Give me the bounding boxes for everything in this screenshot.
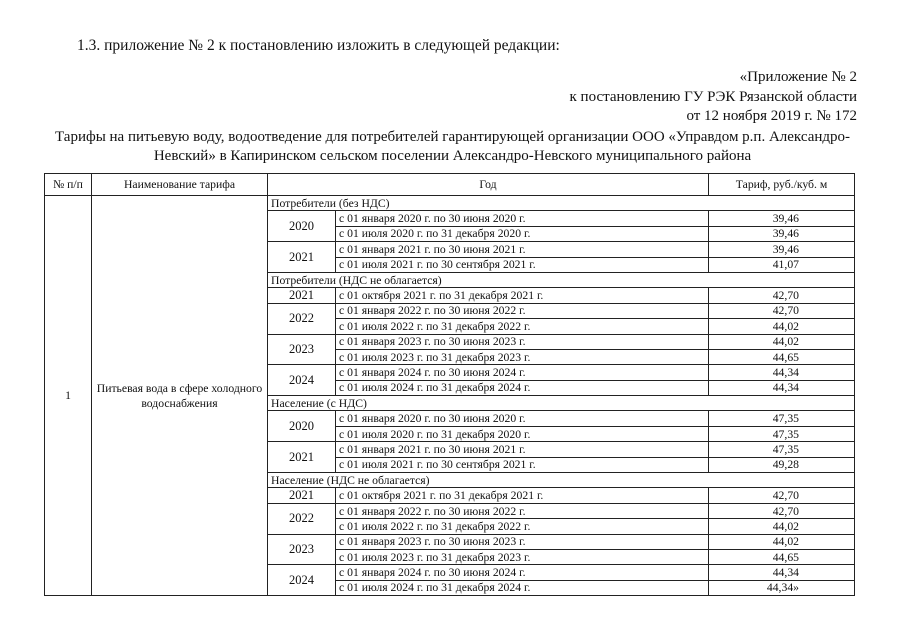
year-cell: 2021 [268, 488, 336, 503]
period-cell: с 01 января 2023 г. по 30 июня 2023 г. [336, 534, 709, 549]
group-title: Население (с НДС) [268, 396, 855, 411]
appendix-line-1: «Приложение № 2 [739, 69, 857, 85]
period-cell: с 01 января 2023 г. по 30 июня 2023 г. [336, 334, 709, 349]
tariff-value-cell: 39,46 [709, 211, 855, 226]
tariff-value-cell: 44,02 [709, 334, 855, 349]
tariff-value-cell: 44,65 [709, 349, 855, 364]
period-cell: с 01 января 2021 г. по 30 июня 2021 г. [336, 442, 709, 457]
year-cell: 2020 [268, 411, 336, 442]
year-cell: 2022 [268, 503, 336, 534]
tariff-value-cell: 44,34 [709, 565, 855, 580]
period-cell: с 01 января 2020 г. по 30 июня 2020 г. [336, 411, 709, 426]
tariff-value-cell: 39,46 [709, 242, 855, 257]
appendix-reference [570, 68, 857, 127]
table-header-row [45, 174, 855, 196]
appendix-line-3: от 12 ноября 2019 г. № 172 [686, 108, 857, 124]
item-number: 1 [45, 196, 92, 596]
header-tariff-name: Наименование тарифа [92, 174, 268, 196]
document-title [40, 128, 865, 166]
period-cell: с 01 октября 2021 г. по 31 декабря 2021 г. [336, 288, 709, 303]
period-cell: с 01 июля 2020 г. по 31 декабря 2020 г. [336, 426, 709, 441]
year-cell: 2024 [268, 565, 336, 596]
year-cell: 2023 [268, 334, 336, 365]
tariff-value-cell: 42,70 [709, 503, 855, 518]
table-body [45, 196, 855, 596]
group-row [45, 196, 855, 211]
header-year: Год [268, 174, 709, 196]
tariff-value-cell: 42,70 [709, 488, 855, 503]
period-cell: с 01 июля 2021 г. по 30 сентября 2021 г. [336, 257, 709, 272]
tariff-value-cell: 42,70 [709, 288, 855, 303]
tariff-value-cell: 44,02 [709, 319, 855, 334]
tariff-value-cell: 42,70 [709, 303, 855, 318]
period-cell: с 01 июля 2023 г. по 31 декабря 2023 г. [336, 549, 709, 564]
period-cell: с 01 января 2024 г. по 30 июня 2024 г. [336, 365, 709, 380]
period-cell: с 01 января 2022 г. по 30 июня 2022 г. [336, 303, 709, 318]
tariff-value-cell: 44,02 [709, 519, 855, 534]
title-line-1: Тарифы на питьевую воду, водоотведение для потребителей гарантирующей организации ООО «Управдом р.п. Александро- [55, 129, 850, 145]
year-cell: 2020 [268, 211, 336, 242]
year-cell: 2021 [268, 242, 336, 273]
year-cell: 2023 [268, 534, 336, 565]
period-cell: с 01 января 2021 г. по 30 июня 2021 г. [336, 242, 709, 257]
appendix-line-2: к постановлению ГУ РЭК Рязанской области [569, 88, 857, 105]
period-cell: с 01 октября 2021 г. по 31 декабря 2021 г. [336, 488, 709, 503]
year-cell: 2021 [268, 442, 336, 473]
tariff-value-cell: 49,28 [709, 457, 855, 472]
group-title: Потребители (без НДС) [268, 196, 855, 211]
tariff-value-cell: 44,34» [709, 580, 855, 595]
period-cell: с 01 июля 2022 г. по 31 декабря 2022 г. [336, 319, 709, 334]
header-number: № п/п [45, 174, 92, 196]
tariff-value-cell: 44,02 [709, 534, 855, 549]
tariff-value-cell: 44,34 [709, 380, 855, 395]
tariff-value-cell: 39,46 [709, 226, 855, 241]
tariff-value-cell: 41,07 [709, 257, 855, 272]
period-cell: с 01 июля 2024 г. по 31 декабря 2024 г. [336, 580, 709, 595]
period-cell: с 01 июля 2023 г. по 31 декабря 2023 г. [336, 349, 709, 364]
title-line-2: Невский» в Капиринском сельском поселении Александро-Невского муниципального района [153, 148, 752, 164]
tariff-value-cell: 47,35 [709, 442, 855, 457]
period-cell: с 01 июля 2020 г. по 31 декабря 2020 г. [336, 226, 709, 241]
period-cell: с 01 января 2024 г. по 30 июня 2024 г. [336, 565, 709, 580]
year-cell: 2021 [268, 288, 336, 303]
year-cell: 2024 [268, 365, 336, 396]
intro-paragraph: 1.3. приложение № 2 к постановлению изложить в следующей редакции: [77, 37, 560, 54]
period-cell: с 01 января 2020 г. по 30 июня 2020 г. [336, 211, 709, 226]
tariff-value-cell: 44,34 [709, 365, 855, 380]
period-cell: с 01 июля 2021 г. по 30 сентября 2021 г. [336, 457, 709, 472]
group-title: Население (НДС не облагается) [268, 473, 855, 488]
tariff-name: Питьевая вода в сфере холодного водоснабжения [92, 196, 268, 596]
tariff-table [44, 173, 855, 596]
tariff-value-cell: 47,35 [709, 411, 855, 426]
tariff-value-cell: 44,65 [709, 549, 855, 564]
period-cell: с 01 июля 2022 г. по 31 декабря 2022 г. [336, 519, 709, 534]
tariff-value-cell: 47,35 [709, 426, 855, 441]
group-title: Потребители (НДС не облагается) [268, 272, 855, 287]
header-tariff-value: Тариф, руб./куб. м [709, 174, 855, 196]
period-cell: с 01 июля 2024 г. по 31 декабря 2024 г. [336, 380, 709, 395]
year-cell: 2022 [268, 303, 336, 334]
period-cell: с 01 января 2022 г. по 30 июня 2022 г. [336, 503, 709, 518]
